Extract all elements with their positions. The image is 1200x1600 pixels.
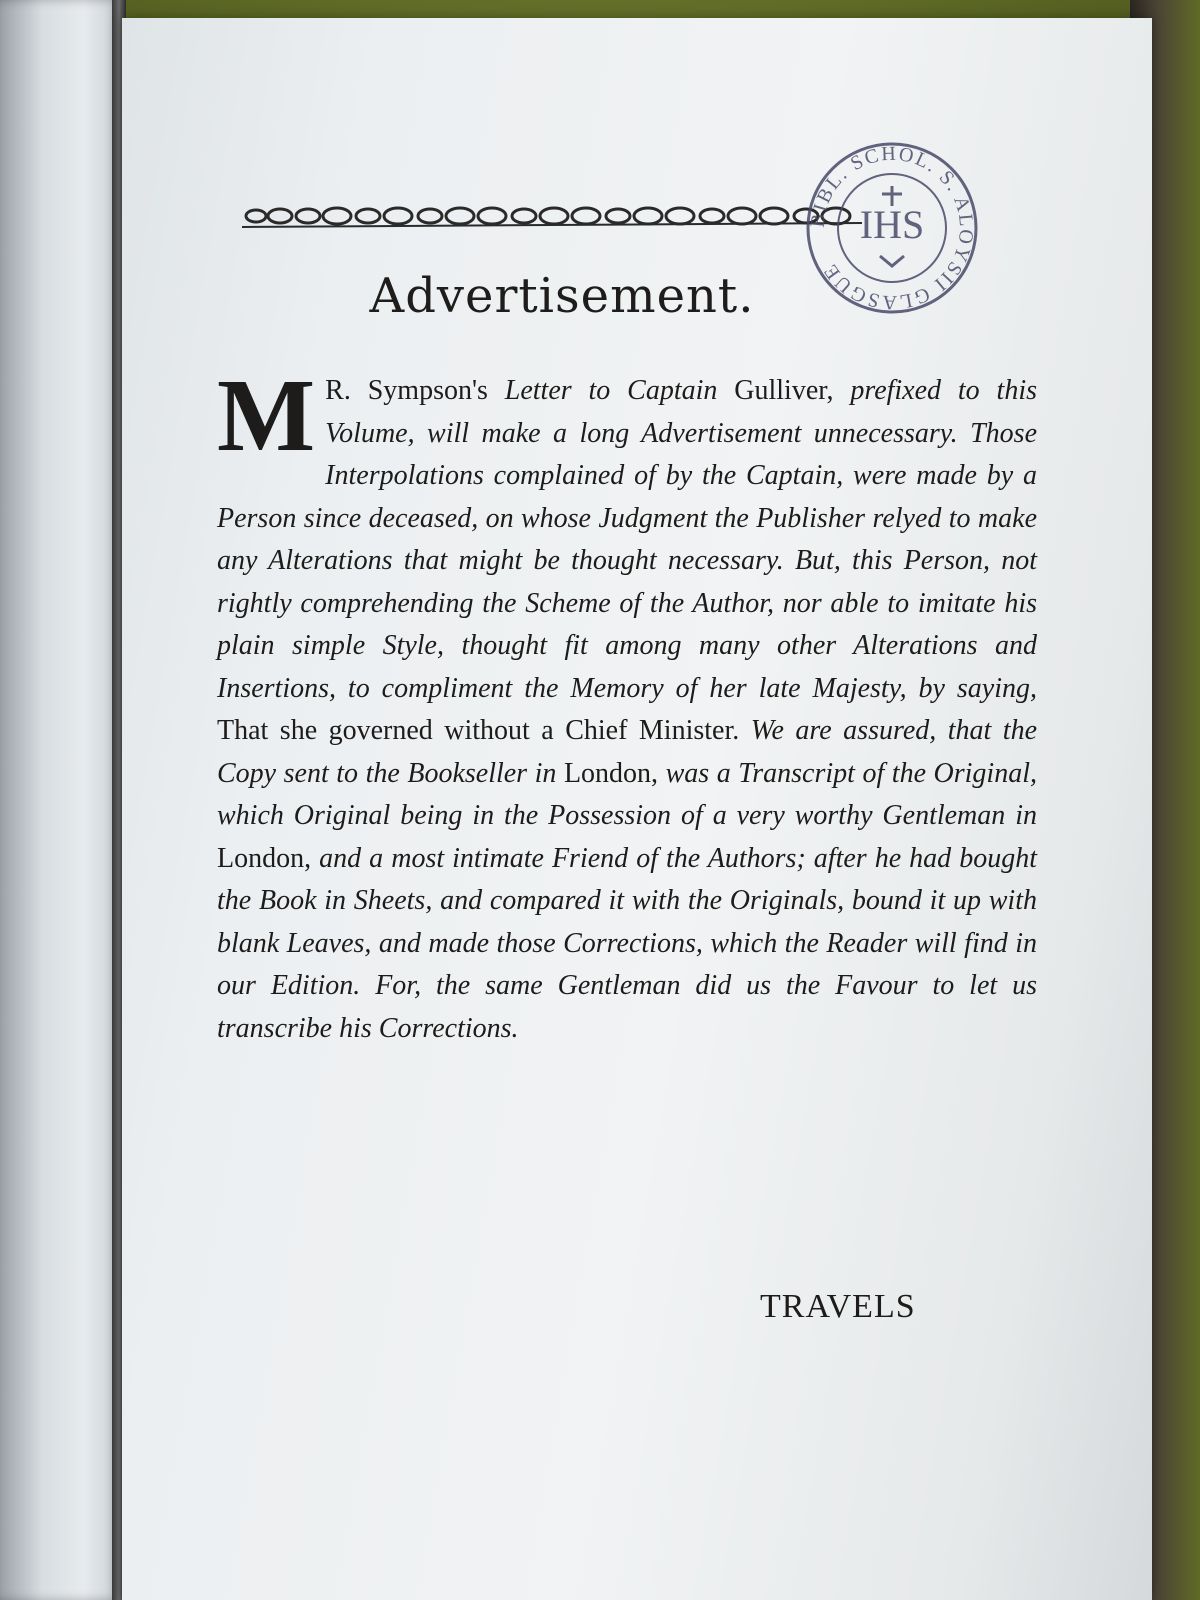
- body-roman-3: London,: [217, 842, 312, 874]
- body-part-1: prefixed to this Volume, will make a long Advertisement unnecessary. Those Interpolations complained of by the Captain, were made by a Person since deceased, on whose Judgment the Publisher relyed to make any Alterations that might be thought necessary. But, this Person, not rightly comprehending the Scheme of the Author, nor able to imitate his plain simple Style, thought fit among many other Alterations and Insertions, to compliment the Memory of her late Majesty, by saying,: [217, 375, 1037, 704]
- body-part-3: was a Transcript of the Original, which Original being in the Possession of a very worthy Gentleman in: [217, 757, 1037, 831]
- page-title: Advertisement.: [369, 268, 755, 324]
- body-lead-roman: Gulliver,: [734, 375, 834, 406]
- body-lead-italic: Letter to Captain: [487, 375, 735, 406]
- svg-text:BIBL. SCHOL. S. ALOYSII GLASGU: BIBL. SCHOL. S. ALOYSII GLASGUE: [806, 142, 978, 314]
- book-page: [122, 18, 1152, 1600]
- advertisement-body: [217, 358, 1037, 1050]
- catchword: TRAVELS: [760, 1288, 916, 1325]
- left-page-edge: [0, 0, 120, 1600]
- body-roman-1: That she governed without a Chief Minister.: [217, 715, 740, 746]
- drop-cap: M: [217, 358, 316, 473]
- body-part-2: We are assured, that the Copy sent to the Bookseller in: [217, 715, 1037, 789]
- body-part-4: and a most intimate Friend of the Authors; after he had bought the Book in Sheets, and compared it with the Originals, bound it up with blank Leaves, and made those Corrections, which the Reader will find in our Edition. For, the same Gentleman did us the Favour to let us transcribe his Corrections.: [217, 842, 1037, 1044]
- body-lead: R. Sympson's: [325, 375, 488, 406]
- svg-text:IHS: IHS: [859, 202, 925, 247]
- body-roman-2: London,: [563, 757, 659, 789]
- decorative-chain-ornament: [242, 200, 862, 230]
